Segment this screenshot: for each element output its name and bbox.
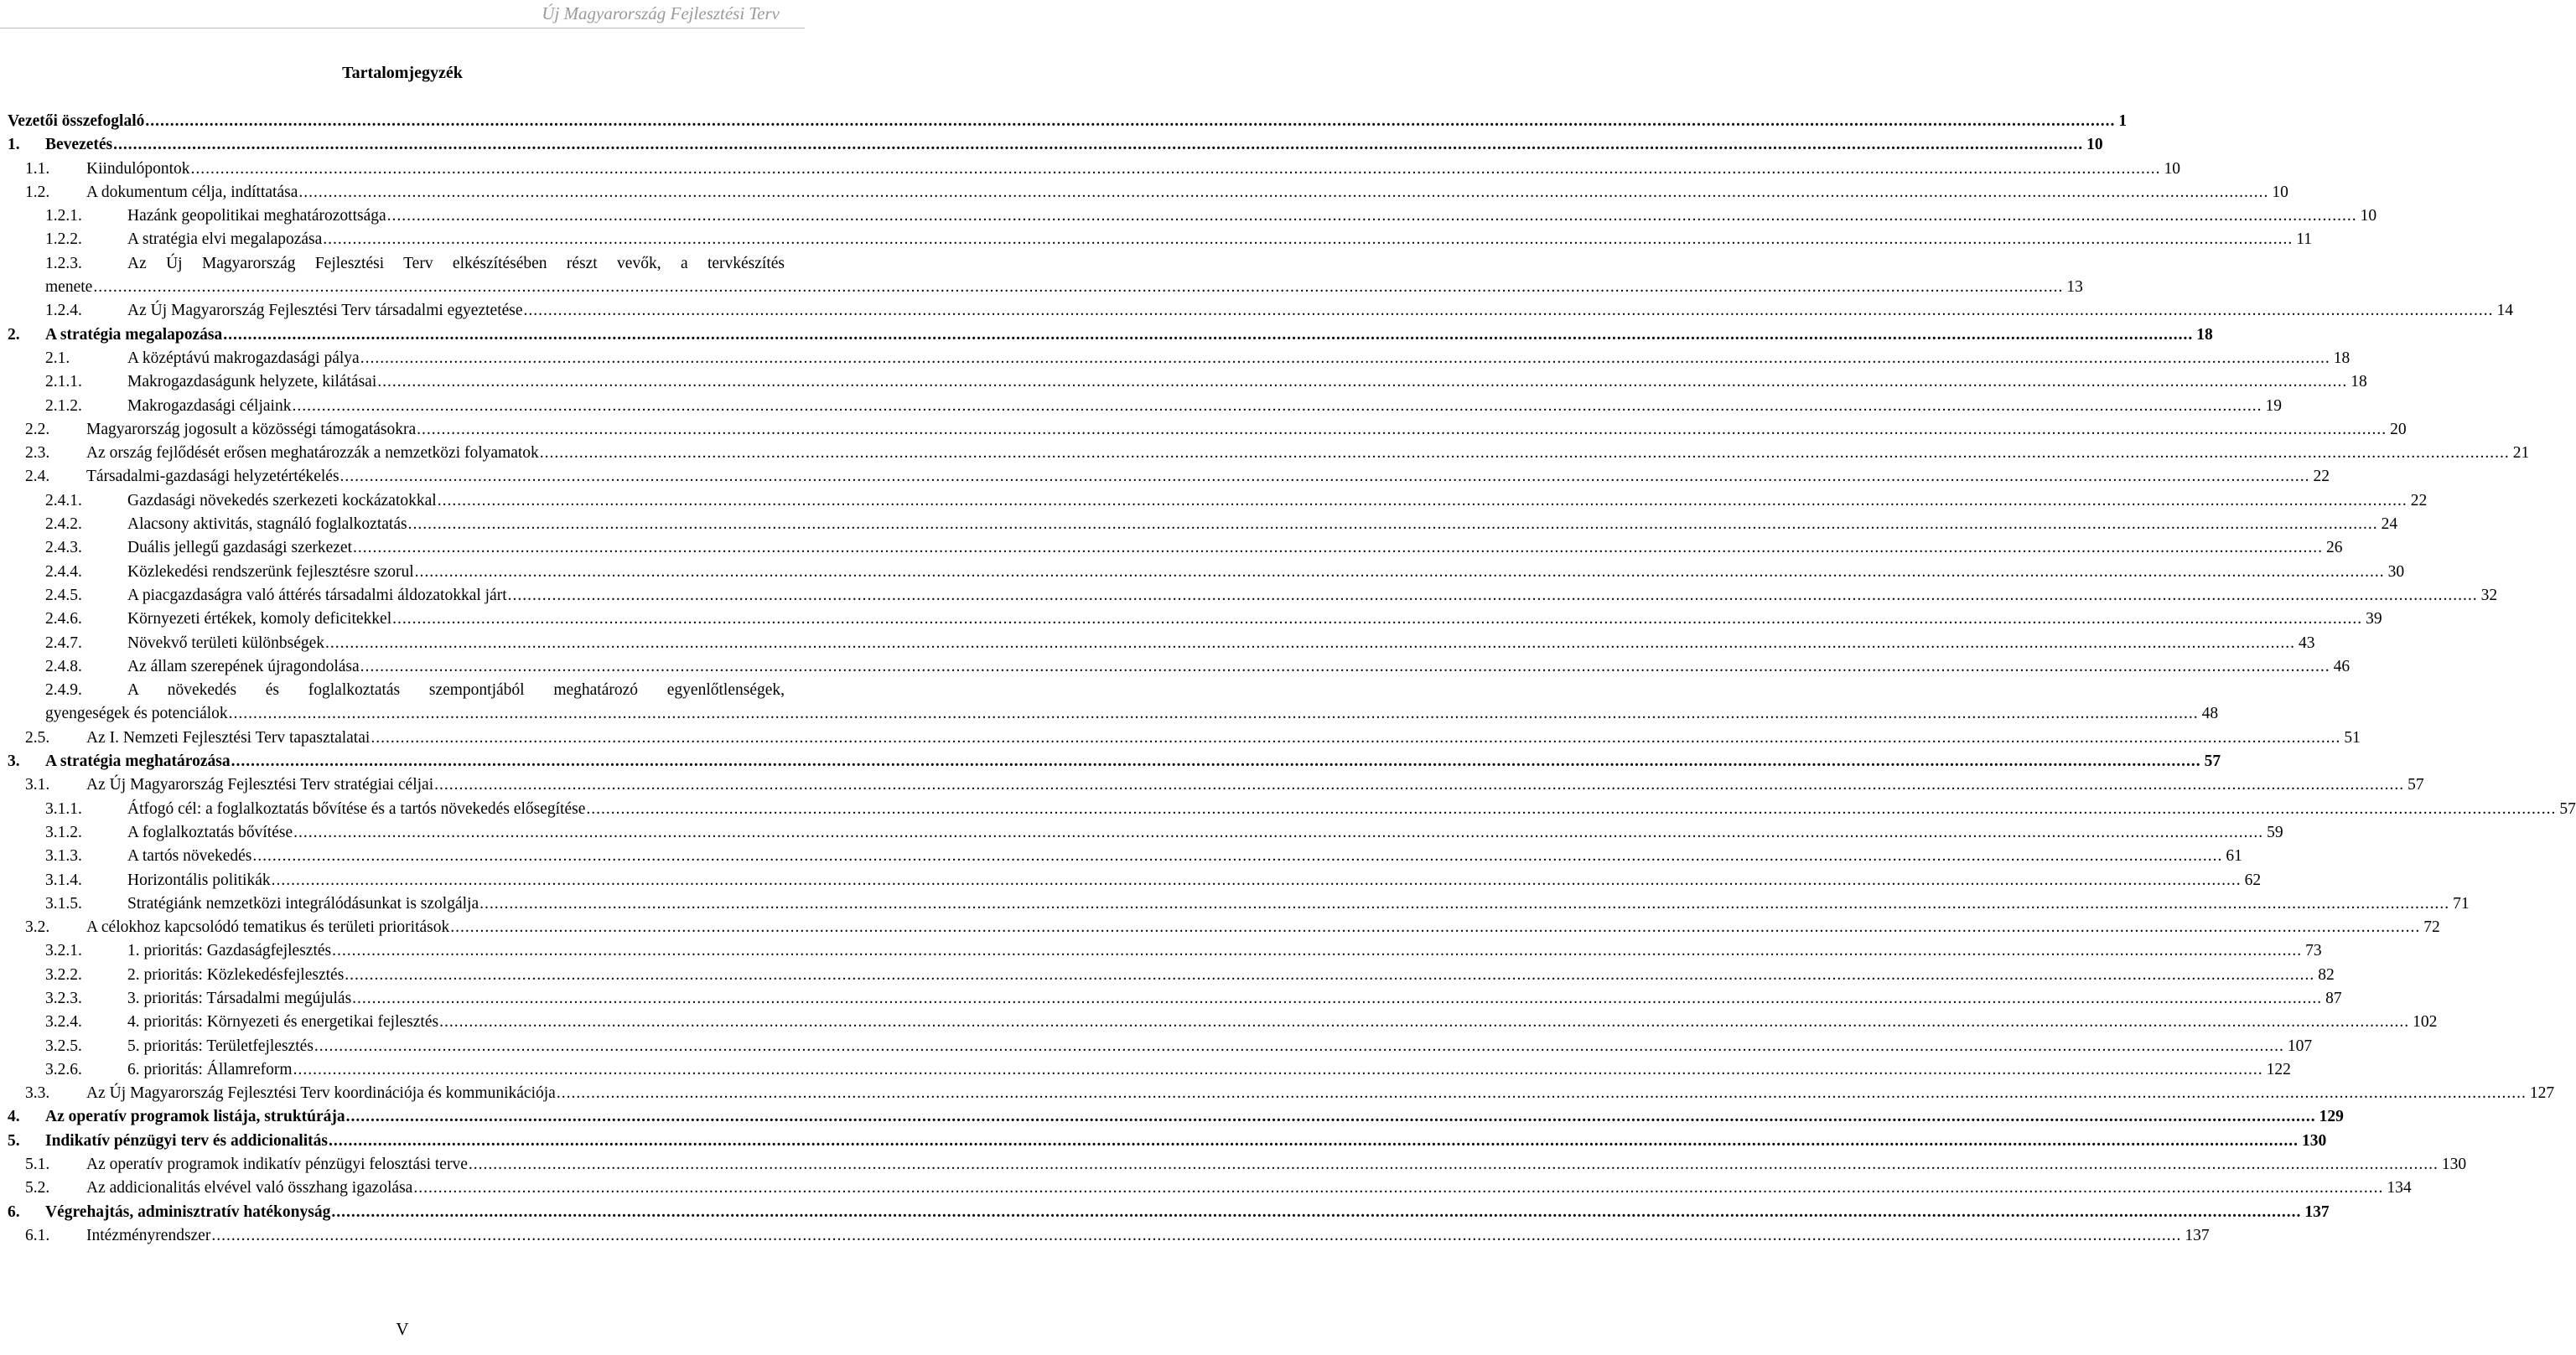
toc-entry[interactable] (0, 1201, 2330, 1224)
toc-entry-continuation[interactable] (0, 276, 2083, 299)
toc-entry-title: Az Új Magyarország Fejlesztési Terv társadalmi egyeztetése (127, 302, 523, 320)
toc-entry-title: Horizontális politikák (127, 871, 271, 889)
toc-entry-page: 1 (2118, 112, 2128, 130)
toc-entry[interactable] (0, 892, 2470, 916)
toc-entry-number: 1.2.2. (45, 230, 82, 249)
toc-entry[interactable] (0, 323, 2213, 347)
toc-entry-page: 19 (2265, 396, 2282, 415)
toc-entry-page: 10 (2360, 207, 2377, 225)
toc-entry-number: 2.1.2. (45, 396, 82, 415)
toc-entry-page: 22 (2410, 491, 2428, 509)
toc-entry-title: A növekedés és foglalkoztatás szempontjából meghatározó egyenlőtlenségek, (127, 681, 785, 700)
toc-entry-number: 3.1.2. (45, 823, 82, 841)
toc-entry-page: 61 (2226, 847, 2242, 866)
dot-leader: ................................................................................................................................................................................................................................................................................................................................................................................................................ (586, 799, 2557, 818)
toc-entry-title: Az operatív programok indikatív pénzügyi felosztási terve (86, 1156, 468, 1174)
toc-entry-title: Makrogazdaságunk helyzete, kilátásai (127, 373, 377, 391)
toc-entry-title: Gazdasági növekedés szerkezeti kockázatokkal (127, 491, 437, 509)
toc-entry-page: 127 (2529, 1084, 2555, 1103)
dot-leader: ................................................................................................................................................................................................................................................................................................................................................................................................................ (414, 562, 2385, 581)
toc-entry-title: Az ország fejlődését erősen meghatározzák a nemzetközi folyamatok (86, 444, 539, 463)
dot-leader: ................................................................................................................................................................................................................................................................................................................................................................................................................ (392, 610, 2363, 628)
toc-entry-page: 130 (2301, 1131, 2327, 1150)
toc-entry-title: A tartós növekedés (127, 847, 252, 866)
toc-entry-page: 10 (2086, 136, 2103, 154)
toc-entry-page: 13 (2066, 278, 2083, 297)
dot-leader: ................................................................................................................................................................................................................................................................................................................................................................................................................ (223, 325, 2194, 344)
toc-entry-title: Indikatív pénzügyi terv és addicionalitás (45, 1131, 328, 1150)
toc-entry-title: Az állam szerepének újragondolása (127, 657, 360, 675)
toc-entry-page: 102 (2413, 1013, 2438, 1032)
toc-entry-title: A stratégia meghatározása (45, 752, 231, 771)
toc-entry-title: Az I. Nemzeti Fejlesztési Terv tapasztalatai (86, 728, 371, 747)
toc-entry[interactable] (0, 418, 2407, 442)
toc-entry[interactable] (0, 513, 2398, 536)
toc-entry[interactable] (0, 1224, 2210, 1248)
toc-entry-title: Vezetői összefoglaló (8, 112, 145, 130)
toc-entry-page: 62 (2244, 871, 2262, 889)
toc-entry[interactable] (0, 773, 2424, 797)
toc-entry[interactable] (0, 1082, 2555, 1105)
toc-entry-page: 10 (2164, 159, 2181, 178)
dot-leader: ................................................................................................................................................................................................................................................................................................................................................................................................................ (437, 491, 2408, 509)
toc-entry-page: 46 (2333, 657, 2351, 675)
dot-leader: ................................................................................................................................................................................................................................................................................................................................................................................................................ (413, 1179, 2384, 1197)
toc-entry-title: Intézményrendszer (86, 1226, 211, 1244)
toc-entry-page: 11 (2296, 230, 2313, 249)
toc-entry[interactable] (0, 869, 2262, 892)
toc-entry-number: 2.1.1. (45, 373, 82, 391)
toc-entry-page: 21 (2512, 444, 2530, 463)
toc-entry[interactable] (0, 987, 2342, 1011)
toc-entry-page: 71 (2453, 894, 2470, 913)
toc-entry[interactable] (0, 939, 2322, 963)
footer-page-number: V (396, 1319, 409, 1339)
toc-entry-number: 3.3. (25, 1084, 50, 1103)
dot-leader: ................................................................................................................................................................................................................................................................................................................................................................................................................ (113, 136, 2084, 154)
toc-entry[interactable] (0, 821, 2283, 845)
dot-leader: ................................................................................................................................................................................................................................................................................................................................................................................................................ (332, 942, 2303, 960)
dot-leader: ................................................................................................................................................................................................................................................................................................................................................................................................................ (352, 989, 2323, 1007)
toc-entry-number: 3.2.3. (45, 989, 82, 1007)
toc-entry-page: 26 (2326, 539, 2343, 557)
toc-entry-page: 72 (2423, 918, 2440, 937)
dot-leader: ................................................................................................................................................................................................................................................................................................................................................................................................................ (292, 396, 2262, 415)
toc-entry-number: 2.5. (25, 728, 50, 747)
toc-entry-number: 3.2.5. (45, 1037, 82, 1055)
toc-entry[interactable] (0, 442, 2530, 465)
toc-entry-number: 2.4.9. (45, 681, 82, 700)
toc-entry-title: Hazánk geopolitikai meghatározottsága (127, 207, 386, 225)
toc-entry-title: Átfogó cél: a foglalkoztatás bővítése és a tartós növekedés elősegítése (127, 799, 586, 818)
toc-entry-number: 1. (8, 136, 20, 154)
toc-entry-page: 39 (2366, 610, 2382, 628)
toc-entry[interactable] (0, 489, 2428, 513)
dot-leader: ................................................................................................................................................................................................................................................................................................................................................................................................................ (323, 230, 2294, 249)
toc-entry-title: Közlekedési rendszerünk fejlesztésre szorul (127, 562, 414, 581)
toc-entry-title: Makrogazdasági céljaink (127, 396, 292, 415)
toc-entry-number: 3.1.4. (45, 871, 82, 889)
dot-leader: ................................................................................................................................................................................................................................................................................................................................................................................................................ (145, 112, 2116, 130)
toc-entry-title: A stratégia megalapozása (45, 325, 223, 344)
dot-leader: ................................................................................................................................................................................................................................................................................................................................................................................................................ (360, 349, 2330, 367)
toc-entry-title: Kiindulópontok (86, 159, 190, 178)
dot-leader: ................................................................................................................................................................................................................................................................................................................................................................................................................ (93, 278, 2064, 297)
toc-entry[interactable] (0, 1058, 2291, 1082)
toc-entry[interactable] (0, 1011, 2438, 1034)
dot-leader: ................................................................................................................................................................................................................................................................................................................................................................................................................ (228, 705, 2199, 723)
dot-leader: ................................................................................................................................................................................................................................................................................................................................................................................................................ (331, 1202, 2302, 1221)
toc-entry-title: Az Új Magyarország Fejlesztési Terv stratégiai céljai (86, 776, 434, 794)
toc-entry[interactable] (0, 252, 805, 276)
dot-leader: ................................................................................................................................................................................................................................................................................................................................................................................................................ (386, 207, 2357, 225)
toc-entry-number: 3.1.1. (45, 799, 82, 818)
toc-entry-page: 82 (2318, 965, 2335, 984)
dot-leader: ................................................................................................................................................................................................................................................................................................................................................................................................................ (539, 444, 2510, 463)
toc-entry-number: 2.4.5. (45, 586, 82, 604)
toc-entry[interactable] (0, 133, 2103, 157)
toc-entry[interactable] (0, 608, 2382, 631)
toc-entry-number: 2.4.2. (45, 515, 82, 534)
dot-leader: ................................................................................................................................................................................................................................................................................................................................................................................................................ (353, 539, 2324, 557)
toc-entry-number: 2. (8, 325, 20, 344)
toc-entry-page: 130 (2441, 1156, 2467, 1174)
toc-entry-number: 3.2.6. (45, 1060, 82, 1078)
toc-entry[interactable] (0, 964, 2335, 987)
dot-leader: ................................................................................................................................................................................................................................................................................................................................................................................................................ (271, 871, 2242, 889)
toc-entry-page: 18 (2196, 325, 2213, 344)
dot-leader: ................................................................................................................................................................................................................................................................................................................................................................................................................ (293, 1060, 2263, 1078)
toc-entry-title-continued: menete (45, 278, 93, 297)
toc-entry-page: 14 (2496, 302, 2514, 320)
toc-entry[interactable] (0, 561, 2405, 584)
toc-entry[interactable] (0, 727, 2361, 750)
toc-entry-number: 1.2. (25, 183, 50, 201)
toc-entry-title: Növekvő területi különbségek (127, 634, 325, 652)
toc-entry[interactable] (0, 1153, 2467, 1177)
dot-leader: ................................................................................................................................................................................................................................................................................................................................................................................................................ (507, 586, 2478, 604)
toc-title: Tartalomjegyzék (342, 64, 463, 82)
toc-entry-page: 24 (2381, 515, 2398, 534)
toc-entry-title: A foglalkoztatás bővítése (127, 823, 293, 841)
toc-entry-title: Alacsony aktivitás, stagnáló foglalkoztatás (127, 515, 407, 534)
toc-entry-number: 3.2.1. (45, 942, 82, 960)
toc-entry-number: 2.4.7. (45, 634, 82, 652)
toc-entry-title: Végrehajtás, adminisztratív hatékonyság (45, 1202, 331, 1221)
toc-entry-title: A célokhoz kapcsolódó tematikus és területi prioritások (86, 918, 450, 937)
toc-entry[interactable] (0, 299, 2514, 323)
toc-entry-number: 3. (8, 752, 20, 771)
toc-entry-page: 43 (2299, 634, 2315, 652)
toc-entry-number: 2.2. (25, 420, 50, 438)
dot-leader: ................................................................................................................................................................................................................................................................................................................................................................................................................ (231, 752, 2201, 771)
toc-entry-title: Társadalmi-gazdasági helyzetértékelés (86, 468, 339, 486)
dot-leader: ................................................................................................................................................................................................................................................................................................................................................................................................................ (252, 847, 2223, 866)
toc-entry-page: 51 (2344, 728, 2361, 747)
toc-entry-title: 3. prioritás: Társadalmi megújulás (127, 989, 352, 1007)
toc-entry-number: 5. (8, 1131, 20, 1150)
toc-entry-title: 2. prioritás: Közlekedésfejlesztés (127, 965, 345, 984)
dot-leader: ................................................................................................................................................................................................................................................................................................................................................................................................................ (434, 776, 2405, 794)
toc-entry-title: Bevezetés (45, 136, 113, 154)
toc-entry-page: 48 (2201, 705, 2219, 723)
toc-entry-page: 57 (2204, 752, 2221, 771)
toc-entry-page: 73 (2305, 942, 2322, 960)
toc-entry-number: 3.2.2. (45, 965, 82, 984)
toc-entry-page: 87 (2325, 989, 2342, 1007)
toc-entry-page: 137 (2304, 1202, 2330, 1221)
toc-entry-page: 18 (2351, 373, 2367, 391)
dot-leader: ................................................................................................................................................................................................................................................................................................................................................................................................................ (360, 657, 2330, 675)
dot-leader: ................................................................................................................................................................................................................................................................................................................................................................................................................ (293, 823, 2264, 841)
toc-entry-title: A stratégia elvi megalapozása (127, 230, 323, 249)
toc-entry[interactable] (0, 536, 2343, 560)
toc-entry-number: 2.4.3. (45, 539, 82, 557)
toc-entry-title: 5. prioritás: Területfejlesztés (127, 1037, 314, 1055)
dot-leader: ................................................................................................................................................................................................................................................................................................................................................................................................................ (407, 515, 2378, 534)
toc-entry-title: Az Új Magyarország Fejlesztési Terv koordinációja és kommunikációja (86, 1084, 556, 1103)
toc-entry[interactable] (0, 1177, 2412, 1200)
toc-entry-number: 6.1. (25, 1226, 50, 1244)
toc-entry-page: 57 (2408, 776, 2424, 794)
dot-leader: ................................................................................................................................................................................................................................................................................................................................................................................................................ (450, 918, 2421, 937)
toc-entry-page: 20 (2390, 420, 2407, 438)
toc-entry-title: 6. prioritás: Államreform (127, 1060, 293, 1078)
dot-leader: ................................................................................................................................................................................................................................................................................................................................................................................................................ (479, 894, 2450, 913)
toc-entry-title: 4. prioritás: Környezeti és energetikai fejlesztés (127, 1013, 439, 1032)
dot-leader: ................................................................................................................................................................................................................................................................................................................................................................................................................ (468, 1156, 2439, 1174)
toc-entry-number: 2.4.8. (45, 657, 82, 675)
dot-leader: ................................................................................................................................................................................................................................................................................................................................................................................................................ (325, 634, 2296, 652)
table-of-contents (0, 110, 2576, 1248)
toc-entry-page: 137 (2185, 1226, 2210, 1244)
dot-leader: ................................................................................................................................................................................................................................................................................................................................................................................................................ (439, 1013, 2410, 1032)
toc-entry[interactable] (0, 370, 2367, 394)
toc-entry-page: 107 (2287, 1037, 2313, 1055)
toc-entry-title: A dokumentum célja, indíttatása (86, 183, 298, 201)
toc-entry-page: 30 (2387, 562, 2405, 581)
toc-entry-number: 1.1. (25, 159, 50, 178)
toc-entry-page: 57 (2559, 799, 2576, 818)
toc-entry-number: 2.3. (25, 444, 50, 463)
dot-leader: ................................................................................................................................................................................................................................................................................................................................................................................................................ (314, 1037, 2284, 1055)
toc-entry[interactable] (0, 204, 2377, 228)
toc-entry[interactable] (0, 1105, 2344, 1129)
dot-leader: ................................................................................................................................................................................................................................................................................................................................................................................................................ (345, 1108, 2316, 1126)
toc-entry-title: Magyarország jogosult a közösségi támogatásokra (86, 420, 417, 438)
toc-entry-page: 32 (2480, 586, 2498, 604)
toc-entry-number: 4. (8, 1108, 20, 1126)
toc-entry-number: 1.2.4. (45, 302, 82, 320)
toc-entry-number: 5.1. (25, 1156, 50, 1174)
toc-entry-number: 3.1.3. (45, 847, 82, 866)
toc-entry-title: Az addicionalitás elvével való összhang igazolása (86, 1179, 413, 1197)
dot-leader: ................................................................................................................................................................................................................................................................................................................................................................................................................ (211, 1226, 2182, 1244)
toc-entry-number: 1.2.1. (45, 207, 82, 225)
toc-entry-number: 3.2. (25, 918, 50, 937)
toc-entry[interactable] (0, 158, 2181, 181)
toc-entry[interactable] (0, 1035, 2313, 1058)
toc-entry-number: 2.4. (25, 468, 50, 486)
dot-leader: ................................................................................................................................................................................................................................................................................................................................................................................................................ (190, 159, 2161, 178)
toc-entry-title: Környezeti értékek, komoly deficitekkel (127, 610, 392, 628)
toc-entry-title: Duális jellegű gazdasági szerkezet (127, 539, 353, 557)
toc-entry-page: 10 (2272, 183, 2288, 201)
dot-leader: ................................................................................................................................................................................................................................................................................................................................................................................................................ (371, 728, 2341, 747)
toc-entry-continuation[interactable] (0, 702, 2219, 726)
toc-entry[interactable] (0, 228, 2313, 251)
toc-entry-number: 3.1. (25, 776, 50, 794)
toc-entry-number: 3.1.5. (45, 894, 82, 913)
toc-entry-page: 18 (2333, 349, 2351, 367)
dot-leader: ................................................................................................................................................................................................................................................................................................................................................................................................................ (417, 420, 2387, 438)
toc-entry-title: Az Új Magyarország Fejlesztési Terv elkészítésében részt vevők, a tervkészítés (127, 254, 785, 272)
toc-entry[interactable] (0, 845, 2242, 868)
toc-entry-number: 2.4.6. (45, 610, 82, 628)
toc-entry-page: 129 (2319, 1108, 2344, 1126)
running-header: Új Magyarország Fejlesztési Terv (542, 3, 780, 23)
toc-entry-title: 1. prioritás: Gazdaságfejlesztés (127, 942, 332, 960)
toc-entry-page: 122 (2266, 1060, 2291, 1078)
toc-entry[interactable] (0, 916, 2440, 939)
dot-leader: ................................................................................................................................................................................................................................................................................................................................................................................................................ (328, 1131, 2299, 1150)
toc-entry[interactable] (0, 110, 2128, 133)
dot-leader: ................................................................................................................................................................................................................................................................................................................................................................................................................ (556, 1084, 2527, 1103)
dot-leader: ................................................................................................................................................................................................................................................................................................................................................................................................................ (377, 373, 2348, 391)
toc-entry[interactable] (0, 465, 2330, 489)
dot-leader: ................................................................................................................................................................................................................................................................................................................................................................................................................ (339, 468, 2310, 486)
toc-entry-title: Stratégiánk nemzetközi integrálódásunkat is szolgálja (127, 894, 479, 913)
toc-entry-number: 2.4.4. (45, 562, 82, 581)
toc-entry-title: A középtávú makrogazdasági pálya (127, 349, 360, 367)
toc-entry[interactable] (0, 798, 2576, 821)
toc-entry-title: Az operatív programok listája, struktúrája (45, 1108, 345, 1126)
toc-entry-number: 1.2.3. (45, 254, 82, 272)
toc-entry[interactable] (0, 347, 2351, 370)
toc-entry[interactable] (0, 1130, 2327, 1153)
toc-entry-number: 6. (8, 1202, 20, 1221)
toc-entry[interactable] (0, 584, 2498, 608)
toc-entry[interactable] (0, 679, 805, 702)
toc-entry-page: 134 (2387, 1179, 2412, 1197)
toc-entry-title: A piacgazdaságra való áttérés társadalmi áldozatokkal járt (127, 586, 507, 604)
toc-entry[interactable] (0, 750, 2221, 773)
toc-entry-number: 3.2.4. (45, 1013, 82, 1032)
toc-entry[interactable] (0, 181, 2288, 204)
dot-leader: ................................................................................................................................................................................................................................................................................................................................................................................................................ (523, 302, 2494, 320)
toc-entry-number: 5.2. (25, 1179, 50, 1197)
dot-leader: ................................................................................................................................................................................................................................................................................................................................................................................................................ (298, 183, 2269, 201)
toc-entry-title-continued: gyengeségek és potenciálok (45, 705, 228, 723)
toc-entry-page: 59 (2267, 823, 2283, 841)
toc-entry[interactable] (0, 655, 2351, 679)
toc-entry[interactable] (0, 395, 2282, 418)
toc-entry-page: 22 (2313, 468, 2330, 486)
toc-entry-number: 2.4.1. (45, 491, 82, 509)
toc-entry[interactable] (0, 632, 2315, 655)
toc-entry-number: 2.1. (45, 349, 70, 367)
dot-leader: ................................................................................................................................................................................................................................................................................................................................................................................................................ (345, 965, 2315, 984)
